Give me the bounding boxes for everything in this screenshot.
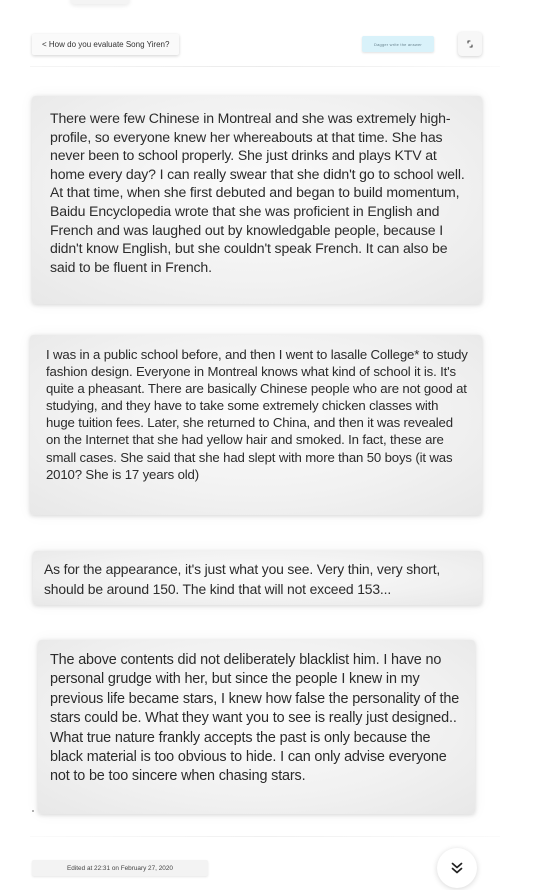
expand-button[interactable] bbox=[458, 32, 482, 56]
answer-paragraph: As for the appearance, it's just what you see. Very thin, very short, should be around 150. The kind that will not exceed 153... bbox=[44, 561, 441, 597]
top-status-remnant bbox=[355, 0, 435, 2]
answer-paragraph: The above contents did not deliberately blacklist him. I have no personal grudge with her, but since the people I knew in my previous life became stars, I knew how false the personality of the stars could be. What they want you to see is really just designed.. What true nature frankly accepts the past is only because the black material is too obvious to hide. I can only advise everyone not to be too sincere when chasing stars. bbox=[50, 652, 460, 785]
write-answer-button[interactable]: Dagger write the answer bbox=[362, 36, 434, 52]
edited-timestamp: Edited at 22:31 on February 27, 2020 bbox=[32, 860, 208, 876]
collapse-button[interactable] bbox=[437, 848, 477, 888]
answer-paragraph: I was in a public school before, and then I went to lasalle College* to study fashion design. Everyone in Montreal knows what kind of school it is. It's quite a pheasant. There are basically Chinese people who are not good at studying, and they have to take some extremely chicken classes with huge tuition fees. Later, she returned to China, and then it was revealed on the Internet that she had yellow hair and smoked. In fact, these are small cases. She said that she had slept with more than 50 boys (it was 2010? She is 17 years old) bbox=[46, 347, 468, 482]
answer-paragraph: There were few Chinese in Montreal and she was extremely high-profile, so everyone knew her whereabouts at that time. She has never been to school properly. She just drinks and plays KTV at home every day? I can really swear that she didn't go to school well. At that time, when she first debuted and began to build momentum, Baidu Encyclopedia wrote that she was proficient in English and French and was laughed out by knowledgable people, because I didn't know English, but she couldn't speak French. It can also be said to be fluent in French. bbox=[50, 110, 465, 275]
top-toolbar-remnant bbox=[70, 0, 130, 4]
question-breadcrumb-link[interactable]: < How do you evaluate Song Yiren? bbox=[32, 34, 179, 55]
answer-card bbox=[30, 335, 482, 515]
answer-card bbox=[32, 96, 482, 304]
separator-dot bbox=[32, 810, 34, 812]
answer-card bbox=[38, 640, 475, 814]
double-chevron-down-icon bbox=[450, 861, 464, 875]
answer-card bbox=[33, 551, 482, 605]
header-divider bbox=[30, 66, 500, 67]
expand-icon bbox=[465, 39, 475, 49]
footer-divider bbox=[30, 836, 500, 837]
